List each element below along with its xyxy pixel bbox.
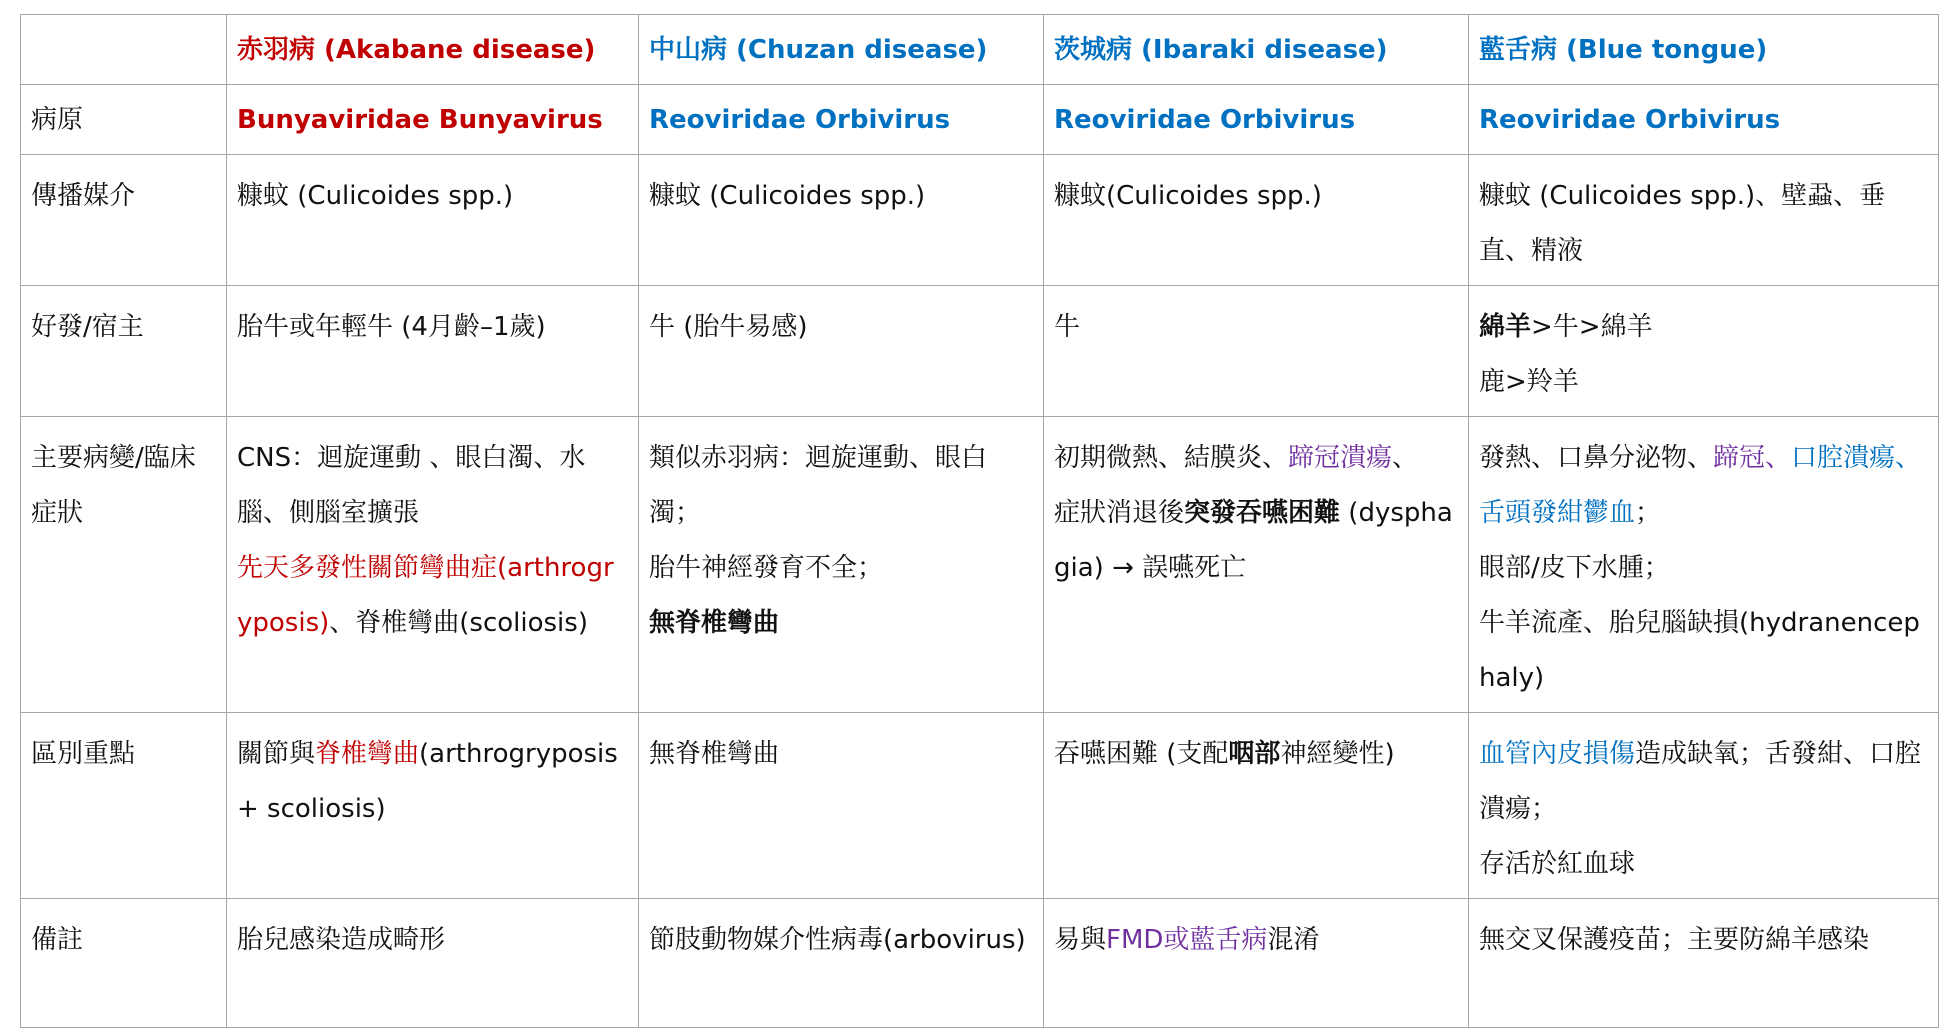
host-ibaraki: 牛 (1044, 286, 1469, 417)
notes-ibaraki-a: 易與 (1054, 925, 1107, 955)
lesions-bluetongue-p1a: 發熱、口鼻分泌物、 (1479, 443, 1714, 473)
vector-bluetongue: 糠蚊 (Culicoides spp.)、壁蝨、垂直、精液 (1469, 155, 1939, 286)
host-row (21, 286, 1939, 417)
lesions-chuzan-p2: 胎牛神經發育不全； (649, 553, 884, 583)
distinction-chuzan: 無脊椎彎曲 (639, 713, 1044, 899)
lesions-chuzan-p3: 無脊椎彎曲 (649, 608, 780, 638)
lesions-ibaraki-p2a: 症狀消退後 (1054, 498, 1185, 528)
header-row (21, 15, 1939, 85)
row-label-vector: 傳播媒介 (21, 155, 227, 286)
row-label-distinction: 區別重點 (21, 713, 227, 899)
lesions-akabane-arthrogryposis: 先天多發性關節彎曲症(arthrogryposis) (237, 553, 614, 638)
distinction-akabane (227, 713, 639, 899)
vector-ibaraki: 糠蚊(Culicoides spp.) (1044, 155, 1469, 286)
lesions-ibaraki-p2b: (dysphagia) → 誤嚥死亡 (1054, 498, 1453, 583)
lesions-bluetongue-p2: 眼部/皮下水腫； (1479, 553, 1670, 583)
distinction-row (21, 713, 1939, 899)
distinction-ibaraki-b: 神經變性) (1280, 739, 1395, 769)
distinction-ibaraki-pharynx: 咽部 (1228, 739, 1281, 769)
lesions-akabane (227, 417, 639, 713)
host-bluetongue-primary: 綿羊 (1479, 312, 1532, 342)
lesions-bluetongue-p1b: ； (1635, 498, 1662, 528)
distinction-ibaraki (1044, 713, 1469, 899)
lesions-row (21, 417, 1939, 713)
pathogen-ibaraki: Reoviridae Orbivirus (1044, 85, 1469, 155)
header-akabane: 赤羽病 (Akabane disease) (227, 15, 639, 85)
host-akabane: 胎牛或年輕牛 (4月齡–1歲) (227, 286, 639, 417)
pathogen-row (21, 85, 1939, 155)
lesions-ibaraki-p1b: 、 (1392, 443, 1419, 473)
notes-ibaraki-b: 混淆 (1267, 925, 1320, 955)
lesions-ibaraki (1044, 417, 1469, 713)
distinction-ibaraki-a: 吞嚥困難 (支配 (1054, 739, 1229, 769)
distinction-bluetongue (1469, 713, 1939, 899)
lesions-bluetongue-coronary: 蹄冠、 (1713, 443, 1792, 473)
pathogen-chuzan: Reoviridae Orbivirus (639, 85, 1044, 155)
distinction-bluetongue-a: 造成缺氧；舌發紺、口腔潰瘍； (1479, 739, 1922, 824)
notes-akabane: 胎兒感染造成畸形 (227, 899, 639, 1028)
notes-ibaraki-confusion: FMD或藍舌病 (1106, 925, 1268, 955)
vector-chuzan: 糠蚊 (Culicoides spp.) (639, 155, 1044, 286)
lesions-ibaraki-p1a: 初期微熱、結膜炎、 (1054, 443, 1289, 473)
lesions-bluetongue (1469, 417, 1939, 713)
lesions-akabane-p1: CNS：迴旋運動 、眼白濁、水腦、側腦室擴張 (237, 443, 586, 528)
vector-row (21, 155, 1939, 286)
lesions-bluetongue-p3: 牛羊流產、胎兒腦缺損(hydranencephaly) (1479, 608, 1920, 693)
header-bluetongue: 藍舌病 (Blue tongue) (1469, 15, 1939, 85)
notes-chuzan: 節肢動物媒介性病毒(arbovirus) (639, 899, 1044, 1028)
lesions-akabane-scoliosis: 、脊椎彎曲(scoliosis) (329, 608, 588, 638)
notes-ibaraki (1044, 899, 1469, 1028)
header-chuzan: 中山病 (Chuzan disease) (639, 15, 1044, 85)
host-chuzan: 牛 (胎牛易感) (639, 286, 1044, 417)
pathogen-bluetongue: Reoviridae Orbivirus (1469, 85, 1939, 155)
lesions-ibaraki-dysphagia: 突發吞嚥困難 (1184, 498, 1341, 528)
lesions-bluetongue-oral: 口腔潰瘍、舌頭發紺鬱血 (1479, 443, 1922, 528)
host-bluetongue-rest: >牛>綿羊 (1531, 312, 1653, 342)
row-label-host: 好發/宿主 (21, 286, 227, 417)
row-label-pathogen: 病原 (21, 85, 227, 155)
row-label-notes: 備註 (21, 899, 227, 1028)
header-ibaraki: 茨城病 (Ibaraki disease) (1044, 15, 1469, 85)
distinction-bluetongue-b: 存活於紅血球 (1479, 849, 1636, 879)
vector-akabane: 糠蚊 (Culicoides spp.) (227, 155, 639, 286)
distinction-akabane-a: 關節與 (237, 739, 316, 769)
notes-bluetongue: 無交叉保護疫苗；主要防綿羊感染 (1469, 899, 1939, 1028)
distinction-akabane-spine: 脊椎彎曲 (315, 739, 420, 769)
corner-cell (21, 15, 227, 85)
row-label-lesions: 主要病變/臨床症狀 (21, 417, 227, 713)
host-bluetongue (1469, 286, 1939, 417)
notes-row (21, 899, 1939, 1028)
lesions-ibaraki-coronary-ulcer: 蹄冠潰瘍 (1288, 443, 1393, 473)
pathogen-akabane: Bunyaviridae Bunyavirus (227, 85, 639, 155)
distinction-akabane-b: (arthrogryposis + scoliosis) (237, 739, 618, 824)
lesions-chuzan (639, 417, 1044, 713)
distinction-bluetongue-endothelium: 血管內皮損傷 (1479, 739, 1636, 769)
lesions-chuzan-p1: 類似赤羽病：迴旋運動、眼白濁； (649, 443, 988, 528)
disease-comparison-table (20, 14, 1939, 1028)
host-bluetongue-line2: 鹿>羚羊 (1479, 367, 1579, 397)
